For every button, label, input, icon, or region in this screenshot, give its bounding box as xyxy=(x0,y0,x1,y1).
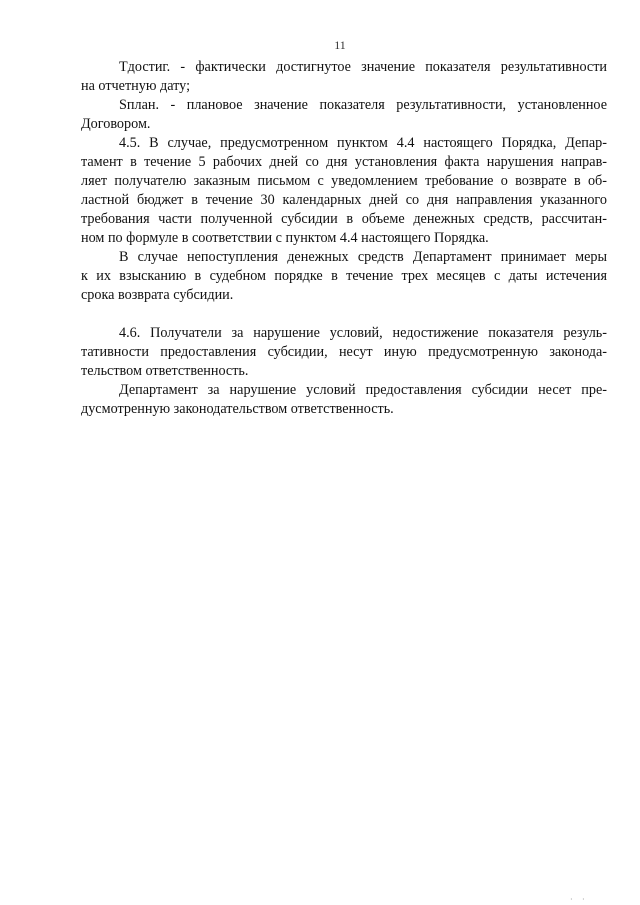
scan-artifact: · xyxy=(582,895,585,904)
paragraph-4-6-continued xyxy=(81,381,607,419)
page-number: 11 xyxy=(334,38,346,52)
text-line: на отчетную дату; xyxy=(81,78,191,94)
text-line: срока возврата субсидии. xyxy=(81,287,234,303)
text-line: дусмотренную законодательством ответственность. xyxy=(81,401,394,417)
text-line: тативности предоставления субсидии, несут иную предусмотренную законода- xyxy=(81,344,607,360)
text-line: В случае непоступления денежных средств Департамент принимает меры xyxy=(119,249,607,265)
text-line: тельством ответственность. xyxy=(81,363,249,379)
paragraph-4-5 xyxy=(81,134,607,248)
text-line: 4.6. Получатели за нарушение условий, недостижение показателя резуль- xyxy=(119,325,607,341)
text-line: к их взысканию в судебном порядке в течение трех месяцев с даты истечения xyxy=(81,268,607,284)
paragraph-4-5-continued xyxy=(81,248,607,305)
text-line: Департамент за нарушение условий предоставления субсидии несет пре- xyxy=(119,382,607,398)
text-line: Договором. xyxy=(81,116,151,132)
text-line: 4.5. В случае, предусмотренном пунктом 4.4 настоящего Порядка, Депар- xyxy=(119,135,607,151)
document-body xyxy=(81,58,607,419)
text-line: ластной бюджет в течение 30 календарных дней со дня направления указанного xyxy=(81,192,607,208)
text-line: требования части полученной субсидии в объеме денежных средств, рассчитан- xyxy=(81,211,607,227)
paragraph-tdostig-definition xyxy=(81,58,607,96)
text-line: Тдостиг. - фактически достигнутое значение показателя результативности xyxy=(119,59,607,75)
scan-artifact: · xyxy=(570,895,573,904)
text-line: ном по формуле в соответствии с пунктом 4.4 настоящего Порядка. xyxy=(81,230,489,246)
text-line: Sплан. - плановое значение показателя результативности, установленное xyxy=(119,97,607,113)
text-line: тамент в течение 5 рабочих дней со дня установления факта нарушения направ- xyxy=(81,154,607,170)
paragraph-4-6 xyxy=(81,324,607,381)
text-line: ляет получателю заказным письмом с уведомлением требование о возврате в об- xyxy=(81,173,607,189)
paragraph-splan-definition xyxy=(81,96,607,134)
paragraph-gap xyxy=(81,305,607,324)
